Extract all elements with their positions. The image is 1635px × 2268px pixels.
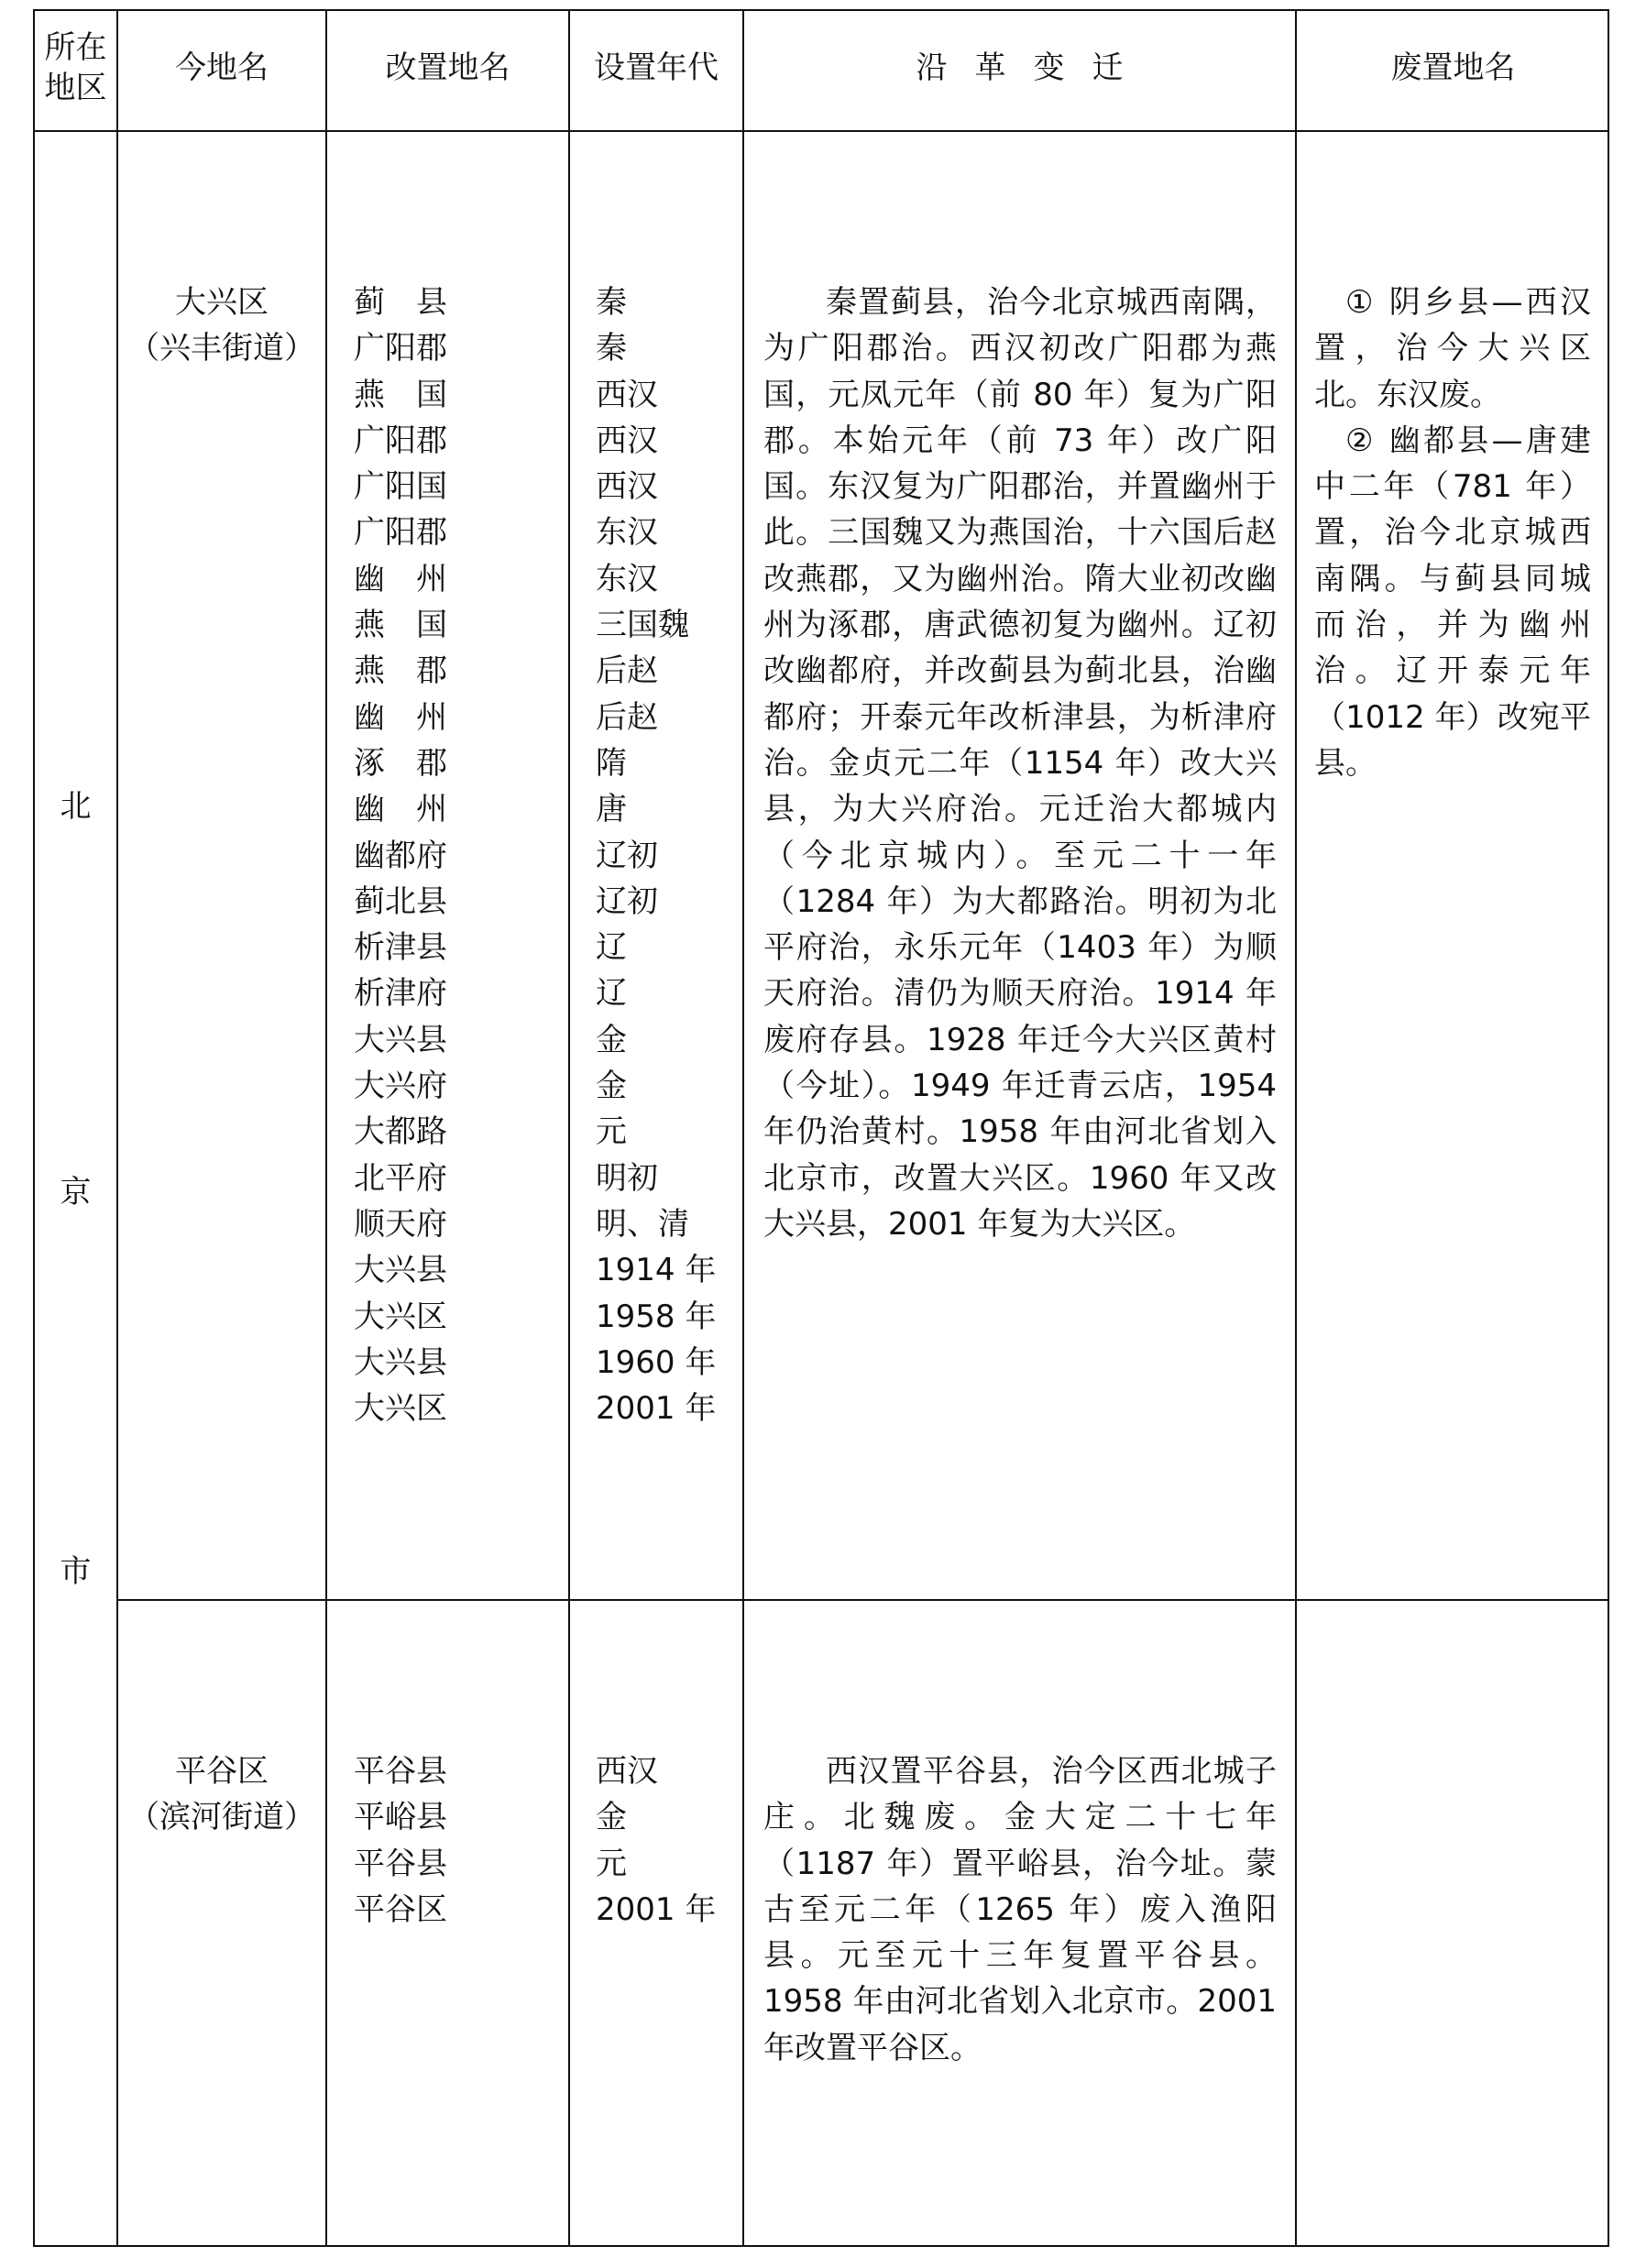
- list-item: 元: [596, 1113, 627, 1151]
- list-item: 大兴区: [354, 1390, 447, 1428]
- list-item: 秦: [596, 284, 627, 321]
- row2-seat: （滨河街道）: [128, 1799, 315, 1836]
- row1-evolution-text: [763, 279, 1277, 1247]
- row1-abolished: [1314, 279, 1591, 786]
- list-item: 东汉: [596, 514, 658, 552]
- list-item: 大都路: [354, 1113, 447, 1151]
- row1-eras-list: [596, 279, 742, 1431]
- list-item: 北平府: [354, 1159, 447, 1197]
- region-label-3: 市: [60, 1553, 92, 1590]
- list-item: 后赵: [596, 652, 658, 690]
- list-item: 燕 国: [354, 376, 447, 413]
- list-item: 燕 郡: [354, 652, 447, 690]
- list-item: 顺天府: [354, 1205, 447, 1243]
- list-item: 析津县: [354, 929, 447, 967]
- region-label-2: 京: [60, 1174, 92, 1211]
- list-item: 平峪县: [354, 1799, 447, 1836]
- list-item: 幽 州: [354, 560, 447, 597]
- list-item: 辽初: [596, 837, 658, 874]
- row2-today-name: [118, 1748, 325, 1841]
- list-item: 隋: [596, 744, 627, 782]
- list-item: 西汉: [596, 468, 658, 506]
- list-item: 析津府: [354, 975, 447, 1013]
- list-item: 金: [596, 1068, 627, 1105]
- list-item: 幽 州: [354, 698, 447, 736]
- list-item: 燕 国: [354, 607, 447, 644]
- header-abolished: 废置地名: [1390, 49, 1516, 86]
- list-item: 大兴区: [354, 1298, 447, 1335]
- list-item: 后赵: [596, 698, 658, 736]
- header-today-name: 今地名: [175, 49, 269, 86]
- list-item: 2001 年: [596, 1390, 717, 1428]
- list-item: 大兴县: [354, 1021, 447, 1058]
- list-item: 辽: [596, 929, 627, 967]
- list-item: 西汉: [596, 376, 658, 413]
- list-item: 东汉: [596, 560, 658, 597]
- header-evolution: 沿革变迁: [916, 49, 1151, 86]
- list-item: 蓟北县: [354, 882, 447, 920]
- header-set-era: 设置年代: [594, 49, 719, 86]
- row1-names-list: [354, 279, 555, 1431]
- list-item: 1958 年: [596, 1298, 717, 1335]
- list-item: 三国魏: [596, 607, 689, 644]
- col-line-3: [568, 9, 570, 2247]
- abolished-item: ① 阴乡县—西汉置，治今大兴区北。东汉废。: [1314, 284, 1591, 413]
- list-item: 幽 州: [354, 791, 447, 828]
- evolution-paragraph: 西汉置平谷县，治今区西北城子庄。北魏废。金大定二十七年（1187 年）置平峪县，治今址。蒙古至元二年（1265 年）废入渔阳县。元至元十三年复置平谷县。1958 年由河北省划入北京市。2001 年改置平谷区。: [763, 1753, 1277, 2066]
- row1-today-name: [118, 279, 325, 372]
- list-item: 幽都府: [354, 837, 447, 874]
- list-item: 西汉: [596, 422, 658, 459]
- row2-eras-list: [596, 1748, 742, 1933]
- list-item: 平谷区: [354, 1890, 447, 1928]
- list-item: 广阳郡: [354, 514, 447, 552]
- region-label-1: 北: [60, 788, 92, 825]
- list-item: 广阳郡: [354, 422, 447, 459]
- list-item: 平谷县: [354, 1753, 447, 1790]
- col-line-5: [1295, 9, 1297, 2247]
- list-item: 元: [596, 1845, 627, 1882]
- header-bottom-line: [33, 130, 1609, 132]
- list-item: 大兴府: [354, 1068, 447, 1105]
- list-item: 2001 年: [596, 1890, 717, 1928]
- list-item: 金: [596, 1021, 627, 1058]
- list-item: 1960 年: [596, 1343, 717, 1381]
- list-item: 平谷县: [354, 1845, 447, 1882]
- row1-seat: （兴丰街道）: [128, 330, 315, 367]
- row2-evolution-text: [763, 1748, 1277, 2071]
- header-region-line-2: 地区: [44, 70, 107, 106]
- list-item: 金: [596, 1799, 627, 1836]
- list-item: 蓟 县: [354, 284, 447, 321]
- row2-names-list: [354, 1748, 555, 1933]
- row1-district: 大兴区: [175, 284, 269, 321]
- header-region: [35, 27, 116, 108]
- header-changed-name: 改置地名: [385, 49, 510, 86]
- list-item: 秦: [596, 330, 627, 367]
- list-item: 西汉: [596, 1753, 658, 1790]
- col-line-2: [325, 9, 327, 2247]
- list-item: 唐: [596, 791, 627, 828]
- list-item: 1914 年: [596, 1252, 717, 1289]
- list-item: 广阳国: [354, 468, 447, 506]
- list-item: 辽: [596, 975, 627, 1013]
- abolished-item: ② 幽都县—唐建中二年（781 年）置，治今北京城西南隅。与蓟县同城而治，并为幽州治。辽开泰元年（1012 年）改宛平县。: [1314, 422, 1591, 782]
- list-item: 广阳郡: [354, 330, 447, 367]
- list-item: 涿 郡: [354, 744, 447, 782]
- col-line-4: [742, 9, 744, 2247]
- evolution-paragraph: 秦置蓟县，治今北京城西南隅，为广阳郡治。西汉初改广阳郡为燕国，元凤元年（前 80 年）复为广阳郡。本始元年（前 73 年）改广阳国。东汉复为广阳郡治，并置幽州于此。三国魏又为燕国治，十六国后赵改燕郡，又为幽州治。隋大业初改幽州为涿郡，唐武德初复为幽州。辽初改幽都府，并改蓟县为蓟北县，治幽都府；开泰元年改析津县，为析津府治。金贞元二年（1154 年）改大兴县，为大兴府治。元迁治大都城内（今北京城内）。至元二十一年（1284 年）为大都路治。明初为北平府治，永乐元年（1403 年）为顺天府治。清仍为顺天府治。1914 年废府存县。1928 年迁今大兴区黄村（今址）。1949 年迁青云店，1954 年仍治黄村。1958 年由河北省划入北京市，改置大兴区。1960 年又改大兴县，2001 年复为大兴区。: [763, 284, 1277, 1243]
- row2-district: 平谷区: [175, 1753, 269, 1790]
- list-item: 辽初: [596, 882, 658, 920]
- list-item: 明初: [596, 1159, 658, 1197]
- list-item: 明、清: [596, 1205, 689, 1243]
- list-item: 大兴县: [354, 1343, 447, 1381]
- header-region-line-1: 所在: [44, 29, 107, 66]
- list-item: 大兴县: [354, 1252, 447, 1289]
- row-divider-line: [116, 1599, 1609, 1601]
